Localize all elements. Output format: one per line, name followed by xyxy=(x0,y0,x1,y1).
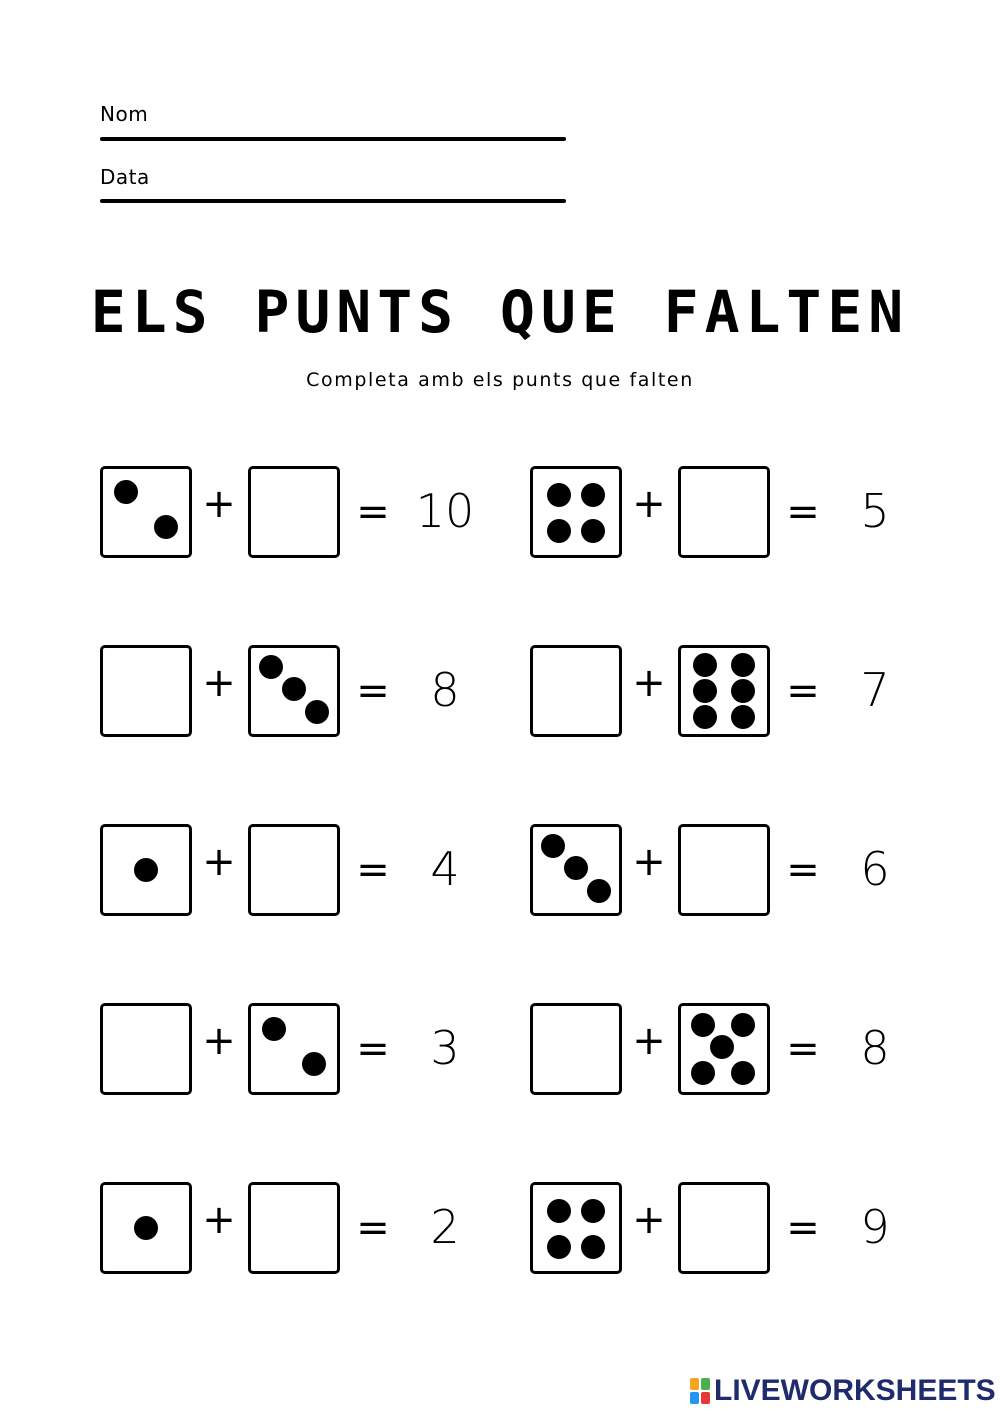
die-pip xyxy=(282,677,306,701)
plus-sign: + xyxy=(632,1018,666,1064)
equals-sign: = xyxy=(356,847,390,893)
die-pip xyxy=(581,519,605,543)
die-right xyxy=(678,1003,770,1095)
die-pip xyxy=(564,856,588,880)
die-right xyxy=(678,645,770,737)
plus-sign: + xyxy=(632,660,666,706)
answer-box-left[interactable] xyxy=(100,1003,192,1095)
die-pip xyxy=(731,1061,755,1085)
die-pip xyxy=(547,1235,571,1259)
equals-sign: = xyxy=(356,489,390,535)
die-pip xyxy=(114,480,138,504)
equals-sign: = xyxy=(786,847,820,893)
die-left xyxy=(530,1182,622,1274)
plus-sign: + xyxy=(202,481,236,527)
die-pip xyxy=(581,1235,605,1259)
die-pip xyxy=(302,1052,326,1076)
result-number: 7 xyxy=(860,663,890,717)
logo-square xyxy=(701,1378,710,1390)
answer-box-left[interactable] xyxy=(100,645,192,737)
answer-box-right[interactable] xyxy=(248,1182,340,1274)
answer-box-right[interactable] xyxy=(678,1182,770,1274)
die-pip xyxy=(541,834,565,858)
equals-sign: = xyxy=(786,1205,820,1251)
worksheet-instructions: Completa amb els punts que falten xyxy=(306,369,694,391)
result-number: 6 xyxy=(860,842,890,896)
die-pip xyxy=(731,653,755,677)
plus-sign: + xyxy=(632,481,666,527)
logo-square xyxy=(690,1392,699,1404)
die-pip xyxy=(693,705,717,729)
result-number: 5 xyxy=(860,484,890,538)
die-pip xyxy=(305,700,329,724)
equals-sign: = xyxy=(786,668,820,714)
die-pip xyxy=(134,1216,158,1240)
liveworksheets-logo xyxy=(690,1375,996,1407)
result-number: 9 xyxy=(860,1200,890,1254)
die-pip xyxy=(710,1035,734,1059)
die-left xyxy=(100,466,192,558)
equals-sign: = xyxy=(356,1026,390,1072)
result-number: 8 xyxy=(860,1021,890,1075)
logo-text: LIVEWORKSHEETS xyxy=(714,1374,996,1407)
logo-mark-icon xyxy=(690,1378,710,1404)
equals-sign: = xyxy=(356,1205,390,1251)
equals-sign: = xyxy=(786,1026,820,1072)
die-pip xyxy=(731,679,755,703)
die-pip xyxy=(581,1199,605,1223)
logo-square xyxy=(701,1392,710,1404)
equals-sign: = xyxy=(356,668,390,714)
die-right xyxy=(248,1003,340,1095)
die-right xyxy=(248,645,340,737)
date-label: Data xyxy=(100,165,150,189)
result-number: 4 xyxy=(430,842,460,896)
plus-sign: + xyxy=(202,839,236,885)
die-pip xyxy=(547,483,571,507)
die-pip xyxy=(587,879,611,903)
die-pip xyxy=(693,653,717,677)
die-pip xyxy=(731,1013,755,1037)
worksheet-title: ELS PUNTS QUE FALTEN xyxy=(90,278,910,346)
die-left xyxy=(100,1182,192,1274)
die-pip xyxy=(154,515,178,539)
plus-sign: + xyxy=(202,1018,236,1064)
result-number: 8 xyxy=(430,663,460,717)
plus-sign: + xyxy=(632,839,666,885)
die-pip xyxy=(547,1199,571,1223)
date-underline[interactable] xyxy=(100,199,566,203)
answer-box-right[interactable] xyxy=(248,466,340,558)
equals-sign: = xyxy=(786,489,820,535)
die-pip xyxy=(731,705,755,729)
plus-sign: + xyxy=(202,1197,236,1243)
die-pip xyxy=(262,1017,286,1041)
answer-box-left[interactable] xyxy=(530,645,622,737)
name-underline[interactable] xyxy=(100,137,566,141)
die-left xyxy=(530,824,622,916)
die-pip xyxy=(547,519,571,543)
result-number: 2 xyxy=(430,1200,460,1254)
die-pip xyxy=(581,483,605,507)
plus-sign: + xyxy=(632,1197,666,1243)
die-pip xyxy=(259,655,283,679)
die-pip xyxy=(691,1061,715,1085)
die-left xyxy=(100,824,192,916)
die-pip xyxy=(134,858,158,882)
logo-square xyxy=(690,1378,699,1390)
answer-box-left[interactable] xyxy=(530,1003,622,1095)
result-number: 10 xyxy=(415,484,475,538)
die-pip xyxy=(691,1013,715,1037)
plus-sign: + xyxy=(202,660,236,706)
answer-box-right[interactable] xyxy=(248,824,340,916)
name-label: Nom xyxy=(100,102,149,126)
die-pip xyxy=(693,679,717,703)
die-left xyxy=(530,466,622,558)
result-number: 3 xyxy=(430,1021,460,1075)
answer-box-right[interactable] xyxy=(678,466,770,558)
answer-box-right[interactable] xyxy=(678,824,770,916)
